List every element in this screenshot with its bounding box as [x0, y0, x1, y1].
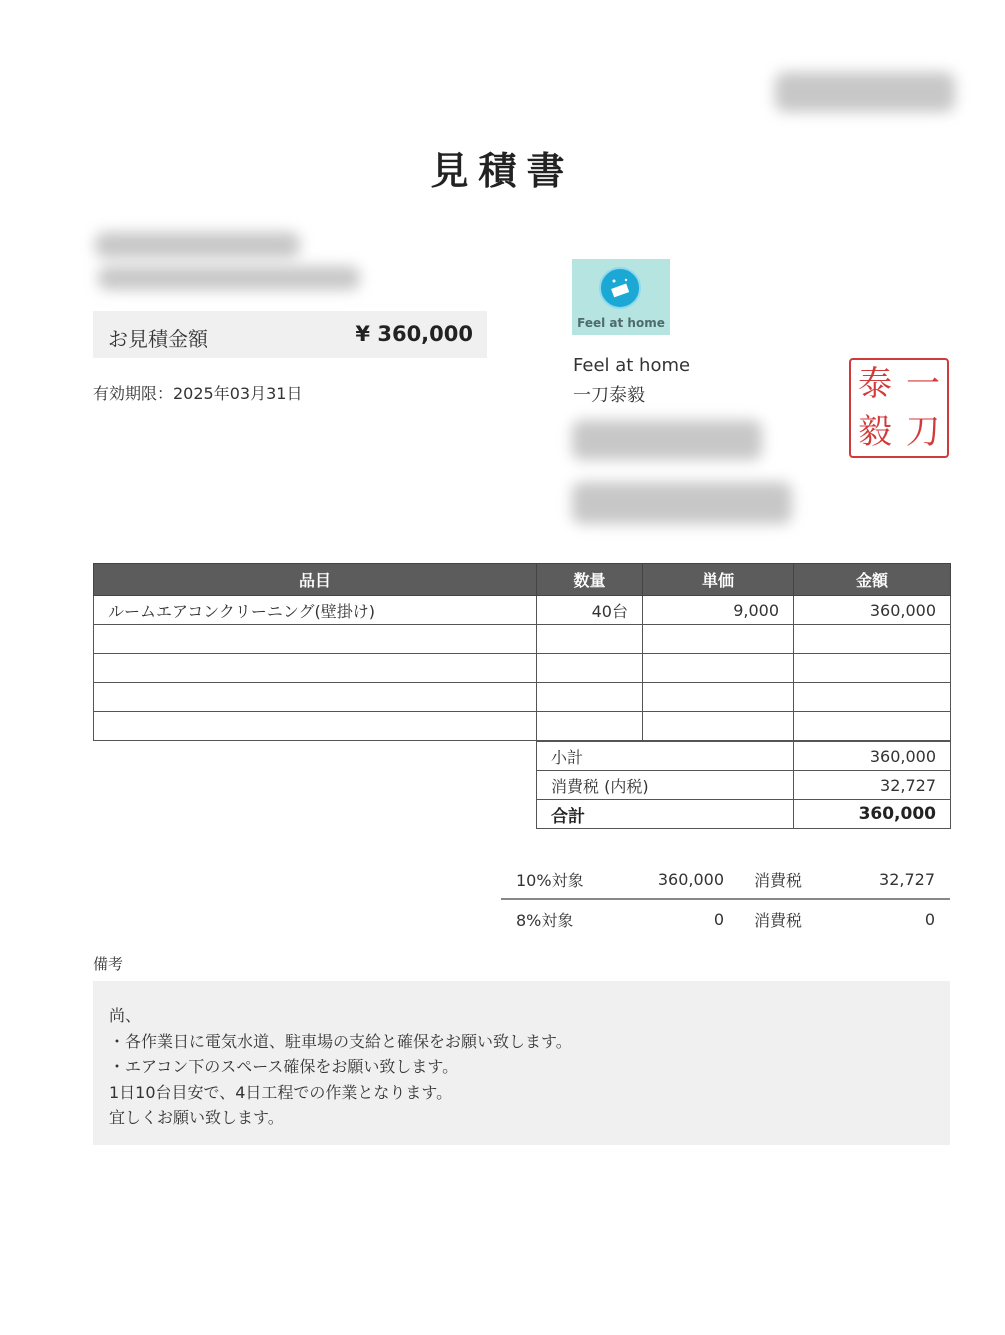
redacted-client-name — [95, 232, 300, 258]
rate-tax-label: 消費税 — [754, 910, 803, 930]
table-row — [94, 596, 951, 625]
cell-unit-price — [643, 625, 794, 654]
subtotal-label: 小計 — [537, 742, 794, 771]
seal-character: 泰 — [858, 364, 892, 404]
subtotal-row — [537, 742, 951, 771]
cell-amount — [794, 654, 951, 683]
cell-unit-price — [643, 712, 794, 741]
items-header-row — [94, 564, 951, 596]
redacted-issuer-address — [572, 482, 792, 524]
seal-character: 刀 — [906, 412, 940, 452]
tax-label: 消費税 (内税) — [537, 771, 794, 800]
issuer-person-name: 一刀泰毅 — [573, 385, 645, 406]
notes-line: 1日10台目安で、4日工程での作業となります。 — [109, 1083, 453, 1102]
rate-label: 10%対象 — [501, 860, 621, 899]
cell-unit-price — [643, 683, 794, 712]
issuer-company-name: Feel at home — [573, 355, 691, 376]
cell-amount — [794, 625, 951, 654]
notes-line: ・各作業日に電気水道、駐車場の支給と確保をお願い致します。 — [109, 1032, 572, 1051]
logo-text: Feel at home — [577, 316, 665, 330]
globe-icon — [599, 267, 641, 309]
tax-breakdown-row — [501, 899, 950, 938]
total-row — [537, 800, 951, 829]
quote-amount-value: ¥ 360,000 — [355, 322, 473, 346]
rate-tax-value: 0 — [924, 909, 935, 929]
notes-line: 宜しくお願い致します。 — [109, 1108, 284, 1127]
notes-label: 備考 — [93, 955, 124, 973]
cell-item — [94, 683, 537, 712]
redacted-date-area — [775, 72, 955, 112]
table-row — [94, 683, 951, 712]
cell-unit-price — [643, 654, 794, 683]
cell-amount — [794, 712, 951, 741]
tax-row — [537, 771, 951, 800]
tax-breakdown-table — [501, 860, 950, 938]
redacted-client-address — [98, 266, 360, 290]
header-unit-price: 単価 — [643, 564, 794, 596]
quote-amount-box — [93, 311, 487, 358]
redacted-issuer-contact — [572, 420, 762, 460]
rate-base: 360,000 — [621, 860, 739, 899]
cell-item — [94, 654, 537, 683]
notes-box — [93, 981, 950, 1145]
notes-line: ・エアコン下のスペース確保をお願い致します。 — [109, 1057, 459, 1076]
rate-label: 8%対象 — [516, 910, 574, 930]
company-logo — [572, 259, 670, 335]
cell-qty: 40台 — [537, 596, 643, 625]
cell-qty — [537, 654, 643, 683]
tax-value: 32,727 — [794, 771, 951, 800]
items-table — [93, 563, 951, 741]
valid-until: 有効期限：2025年03月31日 — [93, 384, 303, 403]
notes-line: 尚、 — [109, 1006, 142, 1025]
subtotal-value: 360,000 — [794, 742, 951, 771]
seal-character: 一 — [906, 364, 940, 404]
cell-qty — [537, 683, 643, 712]
table-row — [94, 625, 951, 654]
cell-unit-price: 9,000 — [643, 596, 794, 625]
cell-item: ルームエアコンクリーニング(壁掛け) — [94, 596, 537, 625]
header-item: 品目 — [94, 564, 537, 596]
cell-item — [94, 712, 537, 741]
seal-character: 毅 — [858, 412, 892, 452]
table-row — [94, 712, 951, 741]
table-row — [94, 654, 951, 683]
quote-amount-label: お見積金額 — [108, 327, 208, 351]
total-label: 合計 — [537, 800, 794, 829]
cell-amount — [794, 683, 951, 712]
seal-characters — [851, 360, 947, 456]
rate-tax-value: 32,727 — [834, 860, 950, 899]
cell-qty — [537, 712, 643, 741]
cell-amount: 360,000 — [794, 596, 951, 625]
rate-base: 0 — [713, 909, 724, 929]
total-value: 360,000 — [794, 800, 951, 829]
company-seal — [849, 358, 949, 458]
document-title: 見積書 — [430, 149, 575, 193]
rate-tax-label: 消費税 — [739, 860, 834, 899]
cell-qty — [537, 625, 643, 654]
totals-table — [536, 741, 951, 829]
cell-item — [94, 625, 537, 654]
header-amount: 金額 — [794, 564, 951, 596]
tax-breakdown-row — [501, 860, 950, 899]
header-qty: 数量 — [537, 564, 643, 596]
